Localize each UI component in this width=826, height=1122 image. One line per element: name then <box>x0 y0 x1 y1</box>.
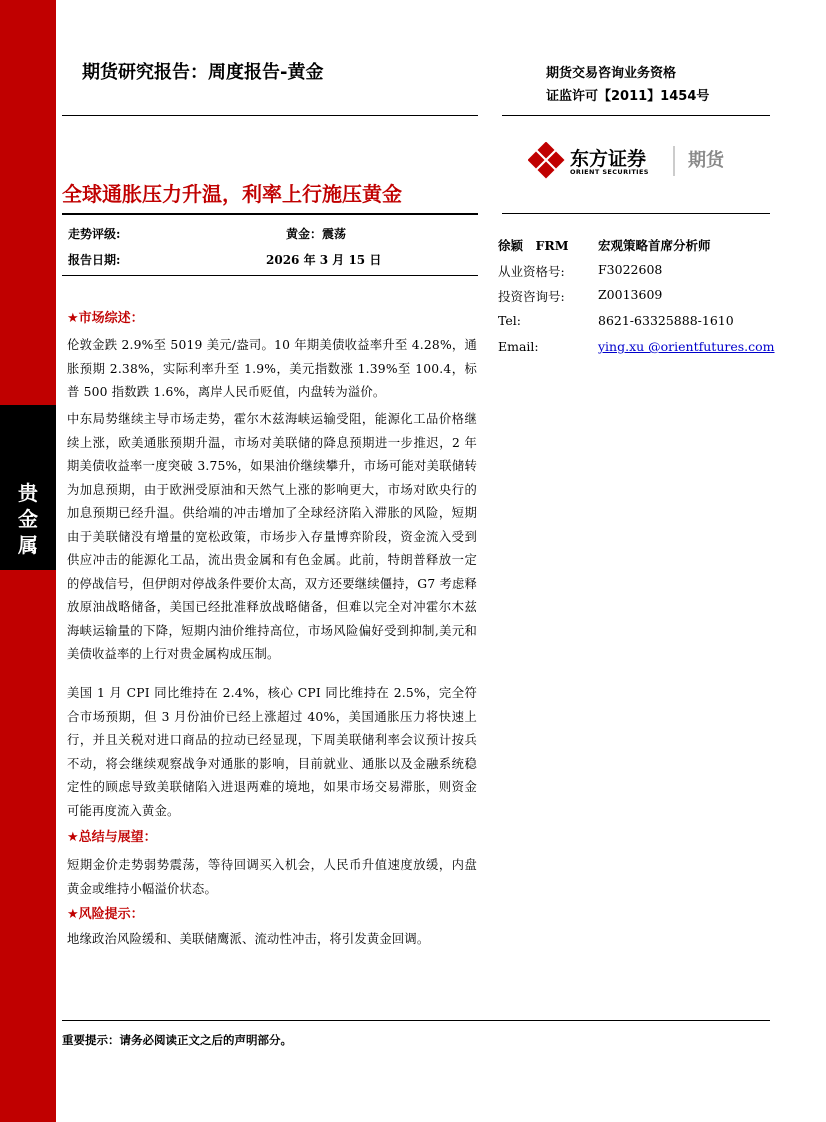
company-logo <box>528 142 738 182</box>
analyst-name: 徐颖 FRM <box>498 238 569 253</box>
category-char: 贵 <box>18 481 38 505</box>
market-paragraph-1: 伦敦金跌 2.9%至 5019 美元/盎司。10 年期美债收益率升至 4.28%，通胀预期 2.38%，实际利率升至 1.9%，美元指数涨 1.39%至 100.4，标普 500 指数跌 1.6%，离岸人民币贬值，内盘转为溢价。 <box>67 338 477 399</box>
qualification-line-1: 期货交易咨询业务资格 <box>546 66 677 81</box>
analyst-row-label: Tel: <box>498 313 521 328</box>
headline-rule <box>62 213 478 215</box>
logo-en-text: ORIENT SECURITIES <box>570 168 649 176</box>
section-title-summary: ★总结与展望： <box>67 830 157 845</box>
sidebar-rule <box>502 213 770 214</box>
risk-paragraph: 地缘政治风险缓和、美联储鹰派、流动性冲击，将引发黄金回调。 <box>67 932 430 946</box>
header-rule-left <box>62 115 478 116</box>
category-label <box>0 480 56 558</box>
footer-notice: 重要提示：请务必阅读正文之后的声明部分。 <box>62 1033 292 1047</box>
logo-cn-text: 东方证券 <box>570 148 647 170</box>
report-title: 期货研究报告：周度报告-黄金 <box>82 62 324 83</box>
category-char: 金 <box>18 507 38 531</box>
date-value: 2026 年 3 月 15 日 <box>266 253 382 267</box>
header-rule-right <box>502 115 770 116</box>
market-paragraph-2: 中东局势继续主导市场走势，霍尔木兹海峡运输受阻，能源化工品价格继续上涨，欧美通胀预期升温，市场对美联储的降息预期进一步推迟，2 年期美债收益率一度突破 3.75%，如果油价继续攀升，市场可能对美联储转为加息预期，由于欧洲受原油和天然气上涨的影响更大，市场对欧央行的加息预期已经升温。供给端的冲击增加了全球经济陷入滞胀的风险，短期由于美联储没有增量的宽松政策，市场步入存量博弈阶段，资金流入受到供应冲击的能源化工品，流出贵金属和有色金属。此前，特朗普释放一定的停战信号，但伊朗对停战条件要价太高，双方还要继续僵持，G7 考虑释放原油战略储备，美国已经批准释放战略储备，但难以完全对冲霍尔木兹海峡运输量的下降，短期内油价维持高位，市场风险偏好受到抑制,美元和美债收益率的上行对贵金属构成压制。 <box>67 412 477 661</box>
headline: 全球通胀压力升温，利率上行施压黄金 <box>62 182 402 206</box>
qualification-line-2: 证监许可【2011】1454号 <box>546 89 710 104</box>
analyst-row-value: 8621-63325888-1610 <box>598 313 734 328</box>
footer-rule <box>62 1020 770 1021</box>
section-title-risk: ★风险提示： <box>67 907 144 922</box>
analyst-title: 宏观策略首席分析师 <box>598 238 711 253</box>
analyst-row-label: 从业资格号: <box>498 264 565 279</box>
summary-paragraph: 短期金价走势弱势震荡，等待回调买入机会，人民币升值速度放缓，内盘黄金或维持小幅溢价状态。 <box>67 858 477 896</box>
analyst-row-value: F3022608 <box>598 262 663 277</box>
rating-label: 走势评级: <box>68 227 121 241</box>
meta-rule <box>62 275 478 276</box>
market-paragraph-3: 美国 1 月 CPI 同比维持在 2.4%，核心 CPI 同比维持在 2.5%，完全符合市场预期，但 3 月份油价已经上涨超过 40%，美国通胀压力将快速上行，并且关税对进口商品的拉动已经显现，下周美联储利率会议预计按兵不动，将会继续观察战争对通胀的影响，目前就业、通胀以及金融系统稳定性的顾虑导致美联储陷入进退两难的境地，如果市场交易滞胀，则资金可能再度流入黄金。 <box>67 686 477 818</box>
date-label: 报告日期: <box>68 253 121 267</box>
logo-suffix-text: 期货 <box>688 150 724 171</box>
analyst-row-label: Email: <box>498 339 539 354</box>
section-title-market: ★市场综述： <box>67 311 144 326</box>
qualification-info <box>546 62 709 108</box>
category-char: 属 <box>18 533 38 557</box>
analyst-row-label: 投资咨询号: <box>498 289 565 304</box>
analyst-email-link[interactable]: ying.xu @orientfutures.com <box>598 339 775 354</box>
rating-value: 黄金：震荡 <box>286 227 347 241</box>
analyst-row-value: Z0013609 <box>598 287 663 302</box>
